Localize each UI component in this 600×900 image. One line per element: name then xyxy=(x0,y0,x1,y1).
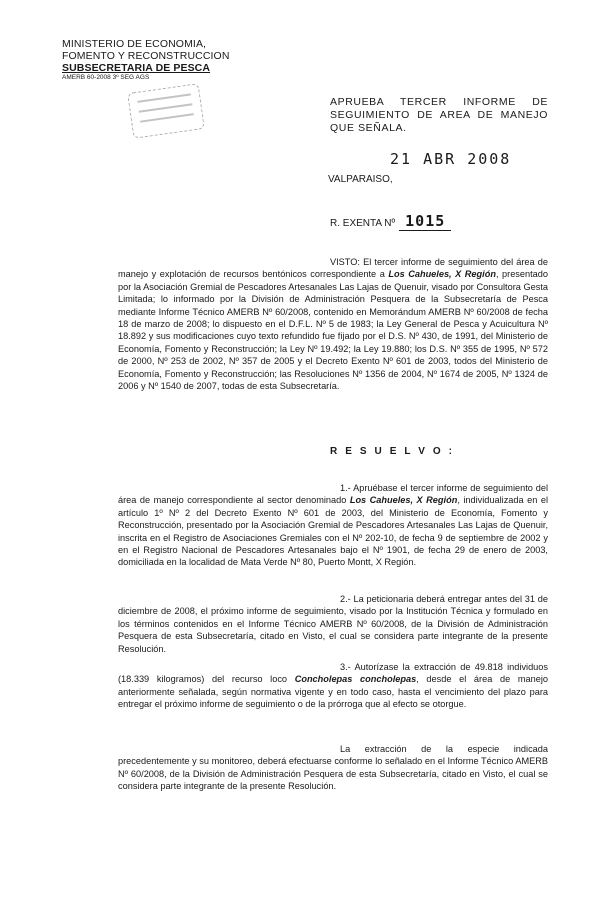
resolution-paragraph-3 xyxy=(118,661,548,711)
visto-sector: Los Cahueles, X Región xyxy=(388,269,496,280)
resuelvo-heading: R E S U E L V O : xyxy=(330,446,455,457)
visto-text-2: , presentado por la Asociación Gremial de Pescadores Artesanales Las Lajas de Quenuir, visado por Consultora Gesta Limitada; lo informado por la División de Administración Pesquera de la Subsecretaría de Pesca mediante Informe Técnico AMERB Nº 60/2008, contenido en Memorándum AMERB Nº 60/2008 de fecha 18 de marzo de 2008; lo dispuesto en el D.F.L. Nº 5 de 1983; la Ley General de Pesca y Acuicultura Nº 18.892 y sus modificaciones cuyo texto refundido fue fijado por el D.S. Nº 430, de 1991, del Ministerio de Economía, Fomento y Reconstrucción; la Ley Nº 19.492; la Ley 19.880; los D.S. Nº 355 de 1995, Nº 572 de 2000, Nº 253 de 2002, Nº 357 de 2005 y el Decreto Exento Nº 601 de 2003, todos del Ministerio de Economía, Fomento y Reconstrucción; las Resoluciones Nº 1356 de 2004, Nº 1674 de 2005, Nº 1324 de 2006 y Nº 1540 de 2007, todas de esta Subsecretaría. xyxy=(118,269,548,392)
p3-text-1: 3.- Autorízase la extracción de 49.818 individuos (18.339 kilogramos) del recurso loco xyxy=(118,662,548,685)
subsecretaria-line: SUBSECRETARIA DE PESCA xyxy=(62,62,211,74)
exenta-number xyxy=(330,212,451,231)
resolution-paragraph-4: La extracción de la especie indicada precedentemente y su monitoreo, deberá efectuarse conforme lo señalado en el Informe Técnico AMERB Nº 60/2008, de la División de Administración Pesquera de esta Subsecretaría, citado en Visto, el cual se considera parte integrante de la presente Resolución. xyxy=(118,744,548,792)
visto-text-1: VISTO: El tercer informe de seguimiento del área de manejo y explotación de recursos bentónicos correspondiente a xyxy=(118,257,548,280)
place-label: VALPARAISO, xyxy=(328,174,393,185)
visto-paragraph xyxy=(118,256,548,392)
exenta-value: 1015 xyxy=(399,212,451,231)
reference-code: AMERB 60-2008 3º SEG AGS xyxy=(62,74,150,81)
document-title: APRUEBA TERCER INFORME DE SEGUIMIENTO DE AREA DE MANEJO QUE SEÑALA. xyxy=(330,96,548,134)
resolution-paragraph-2: 2.- La peticionaria deberá entregar antes del 31 de diciembre de 2008, el próximo informe de seguimiento, visado por la Institución Técnica y formulado en los términos contenidos en el Informe Técnico AMERB Nº 60/2008, de la División de Administración Pesquera de esta Subsecretaría, citado en Visto, el cual se considera parte integrante de la presente Resolución. xyxy=(118,594,548,654)
p1-sector: Los Cahueles, X Región xyxy=(349,495,458,506)
ministry-line-1: MINISTERIO DE ECONOMIA, xyxy=(62,38,207,50)
received-stamp xyxy=(127,83,205,139)
ministry-line-2: FOMENTO Y RECONSTRUCCION xyxy=(62,50,230,62)
p1-text-2: , individualizada en el artículo 1º Nº 2 del Decreto Exento Nº 601 de 2003, del Ministerio de Economía, Fomento y Reconstrucción, presentado por la Asociación Gremial de Pescadores Artesanales Las Lajas de Quenuir, inscrita en el Registro de Asociaciones Gremiales con el Nº 202-10, de fecha 9 de septiembre de 2002 y en el Registro Nacional de Pescadores Artesanales bajo el Nº 1901, de fecha 29 de enero de 2003, domiciliada en la localidad de Mata Verde Nº 80, Puerto Montt, X Región. xyxy=(118,495,548,568)
p3-text-2: , desde el área de manejo anteriormente señalada, según normativa vigente y en todo caso, hasta el vencimiento del plazo para entregar el próximo informe de seguimiento o de la prórroga que al efecto se otorgue. xyxy=(118,674,548,710)
stamped-date: 21 ABR 2008 xyxy=(390,150,512,168)
letterhead xyxy=(62,38,262,82)
resolution-paragraph-1 xyxy=(118,482,548,569)
p1-text-1: 1.- Apruébase el tercer informe de seguimiento del área de manejo correspondiente al sector denominado xyxy=(118,483,548,506)
exenta-label: R. EXENTA Nº xyxy=(330,218,396,229)
p3-species: Concholepas concholepas xyxy=(294,674,417,685)
